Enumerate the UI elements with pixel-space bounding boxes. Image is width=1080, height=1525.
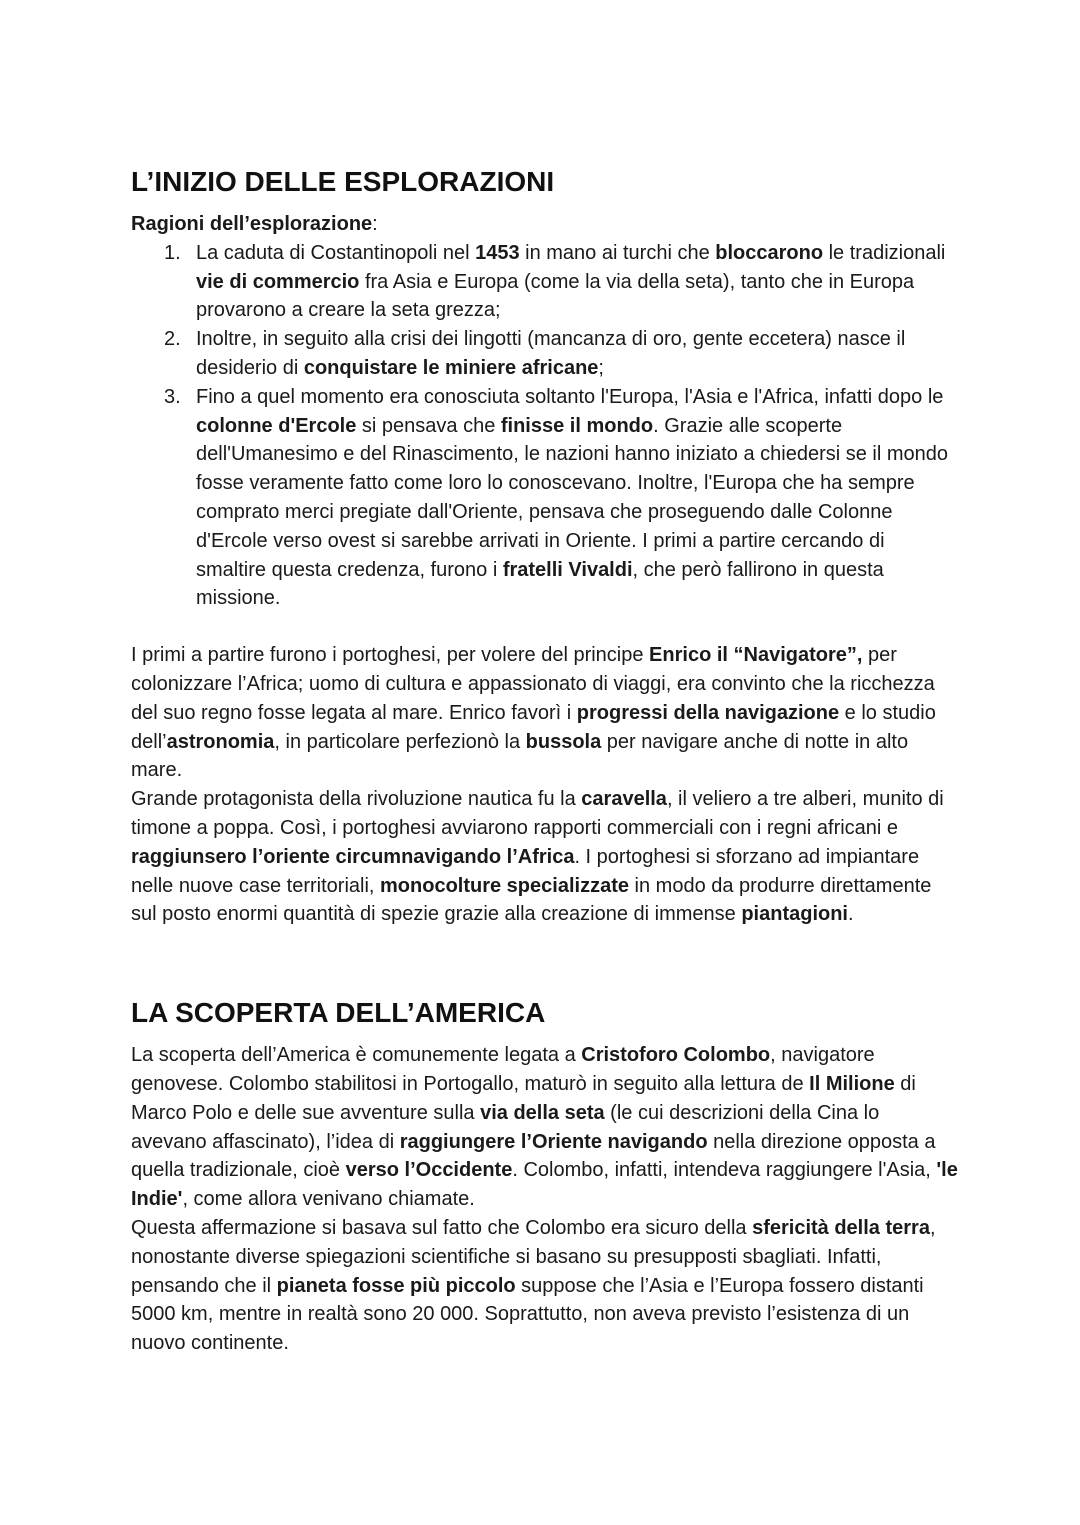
text-run: e lo studio dell’ [131,701,936,753]
paragraph-caravella [131,785,960,929]
bold-text: colonne d'Ercole [196,414,357,437]
paragraph-colombo [131,1041,960,1214]
bold-text: conquistare le miniere africane [303,356,599,379]
bold-text: fratelli Vivaldi [502,558,633,581]
subtitle-text: Ragioni dell’esplorazione [131,213,373,235]
list-item [196,383,960,613]
list-item [196,239,960,325]
bold-text: finisse il mondo [500,414,654,437]
text-run: , in particolare perfezionò la [274,730,526,753]
text-run: . [848,903,854,926]
text-run: di Marco Polo e delle sue avventure sulla [131,1072,916,1124]
text-run: per navigare anche di notte in alto mare. [131,730,909,782]
reasons-list [131,239,960,613]
text-run: si pensava che [356,414,501,437]
section-title-esplorazioni: L’INIZIO DELLE ESPLORAZIONI [131,166,555,197]
text-run: ; [598,356,604,379]
section-title-america: LA SCOPERTA DELL’AMERICA [131,997,546,1029]
bold-text: astronomia [166,730,275,753]
bold-text: vie di commercio [196,270,360,293]
bold-text: verso l’Occidente [345,1159,513,1182]
text-run: Fino a quel momento era conosciuta soltanto l'Europa, l'Asia e l'Africa, infatti dopo le [196,385,944,408]
bold-text: raggiungere l’Oriente navigando [399,1130,708,1153]
text-run: . Colombo, infatti, intendeva raggiungere l'Asia, [512,1159,937,1182]
text-run: Questa affermazione si basava sul fatto che Colombo era sicuro della [131,1216,753,1239]
paragraph-sfericita [131,1214,960,1358]
text-run: . Grazie alle scoperte dell'Umanesimo e del Rinascimento, le nazioni hanno iniziato a chiedersi se il mondo fosse veramente fatto come loro lo conoscevano. Inoltre, l'Europa che ha sempre comprato merci pregiate dall'Oriente, pensava che proseguendo dalle Colonne d'Ercole verso ovest si sarebbe arrivati in Oriente. I primi a partire cercando di smaltire questa credenza, furono i [196,414,949,581]
bold-text: Cristoforo Colombo [581,1044,771,1067]
bold-text: sfericità della terra [752,1216,930,1239]
text-run: I primi a partire furono i portoghesi, per volere del principe [131,644,650,667]
bold-text: raggiunsero l’oriente circumnavigando l’Africa [131,845,575,868]
subtitle-ragioni [131,210,960,239]
text-run: suppose che l’Asia e l’Europa fossero distanti 5000 km, mentre in realtà sono 20 000. Soprattutto, non aveva previsto l’esistenza di un nuovo continente. [131,1274,924,1355]
text-run: nella direzione opposta a quella tradizionale, cioè [131,1130,936,1182]
text-run: (le cui descrizioni della Cina lo avevano affascinato), l’idea di [131,1101,880,1153]
text-run: in mano ai turchi che [519,241,716,264]
text-run: , nonostante diverse spiegazioni scientifiche si basano su presupposti sbagliati. Infatti, pensando che il [131,1216,936,1297]
text-run: La caduta di Costantinopoli nel [196,241,476,264]
text-run: in modo da produrre direttamente sul posto enormi quantità di spezie grazie alla creazione di immense [131,874,932,926]
bold-text: piantagioni [741,903,848,926]
bold-text: via della seta [480,1101,605,1124]
bold-text: Il Milione [809,1072,895,1095]
text-run: , come allora venivano chiamate. [182,1188,475,1211]
bold-text: bussola [525,730,602,753]
bold-text: Enrico il “Navigatore”, [649,644,863,667]
text-run: , che però fallirono in questa missione. [196,558,884,610]
text-run: . I portoghesi si sforzano ad impiantare nelle nuove case territoriali, [131,845,920,897]
text-run: , navigatore genovese. Colombo stabilitosi in Portogallo, maturò in seguito alla lettura de [131,1044,875,1095]
list-item [196,325,960,383]
text-run: le tradizionali [823,241,946,264]
text-run: , il veliero a tre alberi, munito di timone a poppa. Così, i portoghesi avviarono rapporti commerciali con i regni africani e [131,788,944,839]
text-run: La scoperta dell’America è comunemente legata a [131,1044,582,1067]
text-run: per colonizzare l’Africa; uomo di cultura e appassionato di viaggi, era convinto che la ricchezza del suo regno fosse legata al mare. Enrico favorì i [131,644,935,724]
bold-text: 1453 [475,241,520,264]
text-run: Grande protagonista della rivoluzione nautica fu la [131,788,582,811]
bold-text: 'le Indie' [131,1159,958,1211]
paragraph-portoghesi [131,641,960,785]
subtitle-colon: : [372,213,378,235]
text-run: fra Asia e Europa (come la via della seta), tanto che in Europa provarono a creare la seta grezza; [196,270,915,322]
bold-text: pianeta fosse più piccolo [276,1274,516,1297]
bold-text: progressi della navigazione [576,701,840,724]
bold-text: monocolture specializzate [380,874,629,897]
text-run: Inoltre, in seguito alla crisi dei lingotti (mancanza di oro, gente eccetera) nasce il desiderio di [196,328,906,379]
bold-text: caravella [581,788,667,811]
bold-text: bloccarono [715,241,824,264]
